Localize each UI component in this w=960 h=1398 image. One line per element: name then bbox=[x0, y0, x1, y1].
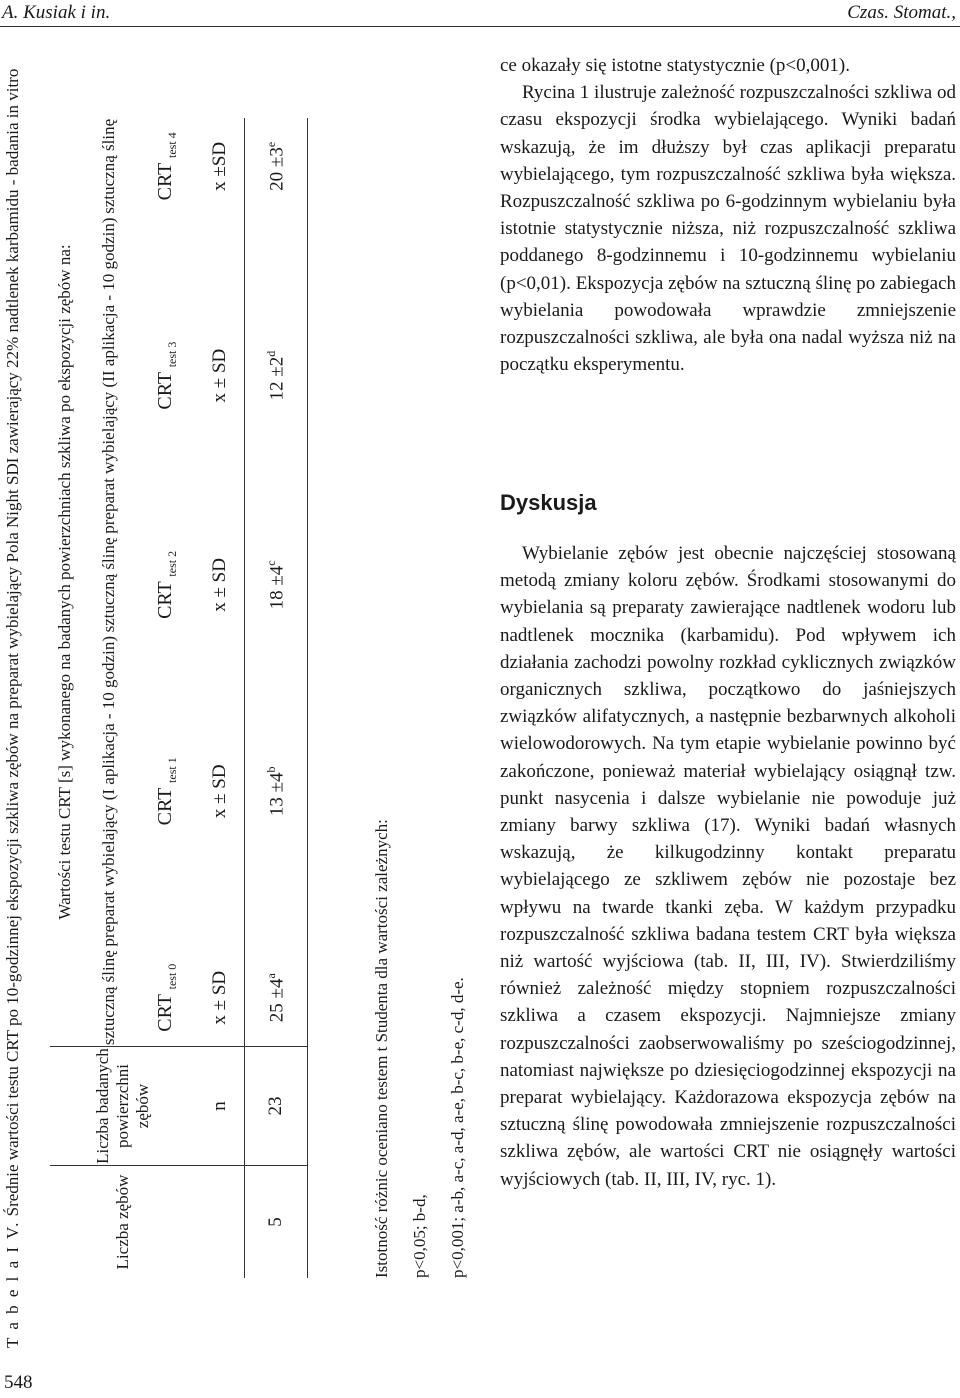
table-caption-text: Średnie wartości testu CRT po 10-godzinnej ekspozycji szkliwa zębów na preparat wybielający Pola Night SDI zawierający 22% nadtlenek karbamidu - badania in vitro bbox=[3, 68, 22, 1217]
cell-surfaces: 23 bbox=[245, 1047, 308, 1166]
stat-label-3: x ± SD bbox=[209, 348, 230, 403]
header-surfaces: Liczba badanych powierzchni zębów bbox=[50, 1047, 196, 1166]
body-column-top bbox=[500, 52, 956, 378]
header-n: n bbox=[196, 1047, 245, 1166]
significance-note: Istotność różnic oceniano testem t Studenta dla wartości zależnych: bbox=[372, 819, 391, 1278]
cell-value-4: $20 \pm 3^e$ bbox=[245, 118, 308, 215]
condition-3: preparat wybielający (II aplikacja - 10 godzin) bbox=[99, 217, 118, 534]
stat-label-2: x ± SD bbox=[209, 558, 230, 612]
cell-value-1: $13 \pm 4^b$ bbox=[245, 633, 308, 949]
condition-0: sztuczną ślinę bbox=[99, 950, 118, 1046]
cell-value-0: $25 \pm 4^a$ bbox=[245, 949, 308, 1046]
running-head-authors: A. Kusiak i in. bbox=[2, 2, 111, 23]
cell-teeth: 5 bbox=[245, 1166, 308, 1279]
crt-label-4: CRT $_{test 4}$ bbox=[154, 132, 179, 201]
condition-4: sztuczną ślinę bbox=[99, 118, 118, 214]
crt-label-2: CRT $_{test 2}$ bbox=[154, 550, 179, 619]
header-teeth: Liczba zębów bbox=[50, 1166, 196, 1279]
paragraph-2: Rycina 1 ilustruje zależność rozpuszczalności szkliwa od czasu ekspozycji środka wybielającego. Wyniki badań wskazują, że im dłuższy był czas aplikacji preparatu wybielającego, tym rozpuszczalność szkliwa była większa. Rozpuszczalność szkliwa po 6-godzinnym wybielaniu była istotnie statystycznie niższa, niż rozpuszczalność szkliwa poddanego 8-godzinnemu i 10-godzinnemu wybielaniu (p<0,01). Ekspozycja zębów na sztuczną ślinę po zabiegach wybielania powodowała wprawdzie zmniejszenie rozpuszczalności szkliwa, ale była ona nadal wyższa niż na początku eksperymentu. bbox=[500, 82, 956, 376]
crt-label-3: CRT $_{test 3}$ bbox=[154, 341, 179, 410]
running-head-journal: Czas. Stomat., bbox=[847, 2, 956, 23]
paragraph-1: ce okazały się istotne statystycznie (p<0,001). bbox=[500, 55, 850, 76]
table-title: Wartości testu CRT [s] wykonanego na badanych powierzchniach szkliwa po ekspozycji zębów na: bbox=[55, 244, 74, 920]
table-caption-label: T a b e l a I V. bbox=[3, 1220, 22, 1348]
p-value-line-1: p<0,05; b-d, bbox=[410, 1194, 429, 1278]
stat-label-4: x ±SD bbox=[209, 141, 230, 191]
stat-label-0: x ± SD bbox=[209, 970, 230, 1025]
paragraph-3: Wybielanie zębów jest obecnie najczęściej stosowaną metodą zmiany koloru zębów. Środkami stosowanymi do wybielania są preparaty zawierające nadtlenek wodoru lub nadtlenek mocznika (karbamidu). Pod wpływem ich działania zachodzi powolny rozkład cyklicznych związków organicznych szkliwa, początkowo do jaśniejszych związków alifatycznych, a następnie bezbarwnych alkoholi wielowodorowych. Na tym etapie wybielanie powinno być zakończone, ponieważ materiał wybielający osiągnął tzw. punkt nasycenia i dalsze wybielanie nie powoduje już zmiany barwy szkliwa (17). Wyniki badań własnych wskazują, że kilkugodzinny kontakt preparatu wybielającego ze szkliwem zębów nie pozostaje bez wpływu na twarde tkanki zęba. W każdym przypadku rozpuszczalność szkliwa badana testem CRT była większa niż wartość wyjściowa (tab. II, III, IV). Stwierdziliśmy również zależność między stopniem rozpuszczalności szkliwa a czasem ekspozycji. Najmniejsze zmiany rozpuszczalności zaobserwowaliśmy po sześciogodzinnej, natomiast największe po dziesięciogodzinnej ekspozycji na preparat wybielający. Każdorazowa ekspozycja zębów na sztuczną ślinę powodowała zmniejszenie rozpuszczalności szkliwa zębów, ale wartości CRT nie osiągnęły wartości wyjściowych (tab. II, III, IV, ryc. 1). bbox=[500, 543, 956, 1190]
body-column-bottom bbox=[500, 540, 956, 1193]
condition-1: preparat wybielający (I aplikacja - 10 godzin) bbox=[99, 636, 118, 947]
cell-value-2: $18 \pm 4^c$ bbox=[245, 537, 308, 634]
crt-table bbox=[50, 118, 308, 1278]
header-rule bbox=[0, 26, 960, 27]
table-row bbox=[245, 118, 308, 1278]
table-caption bbox=[2, 48, 24, 1348]
section-heading: Dyskusja bbox=[500, 490, 597, 515]
condition-2: sztuczną ślinę bbox=[99, 537, 118, 633]
cell-value-3: $12 \pm 2^d$ bbox=[245, 215, 308, 537]
p-value-line-2: p<0,001; a-b, a-c, a-d, a-e, b-c, b-e, c-d, d-e. bbox=[448, 977, 467, 1278]
rotated-table-block bbox=[0, 30, 480, 1368]
crt-label-1: CRT $_{test 1}$ bbox=[154, 757, 179, 826]
page-number: 548 bbox=[4, 1372, 33, 1393]
crt-label-0: CRT $_{test 0}$ bbox=[154, 963, 179, 1032]
stat-label-1: x ± SD bbox=[209, 764, 230, 819]
running-head bbox=[0, 0, 960, 26]
rotated-table-region bbox=[0, 30, 480, 1368]
